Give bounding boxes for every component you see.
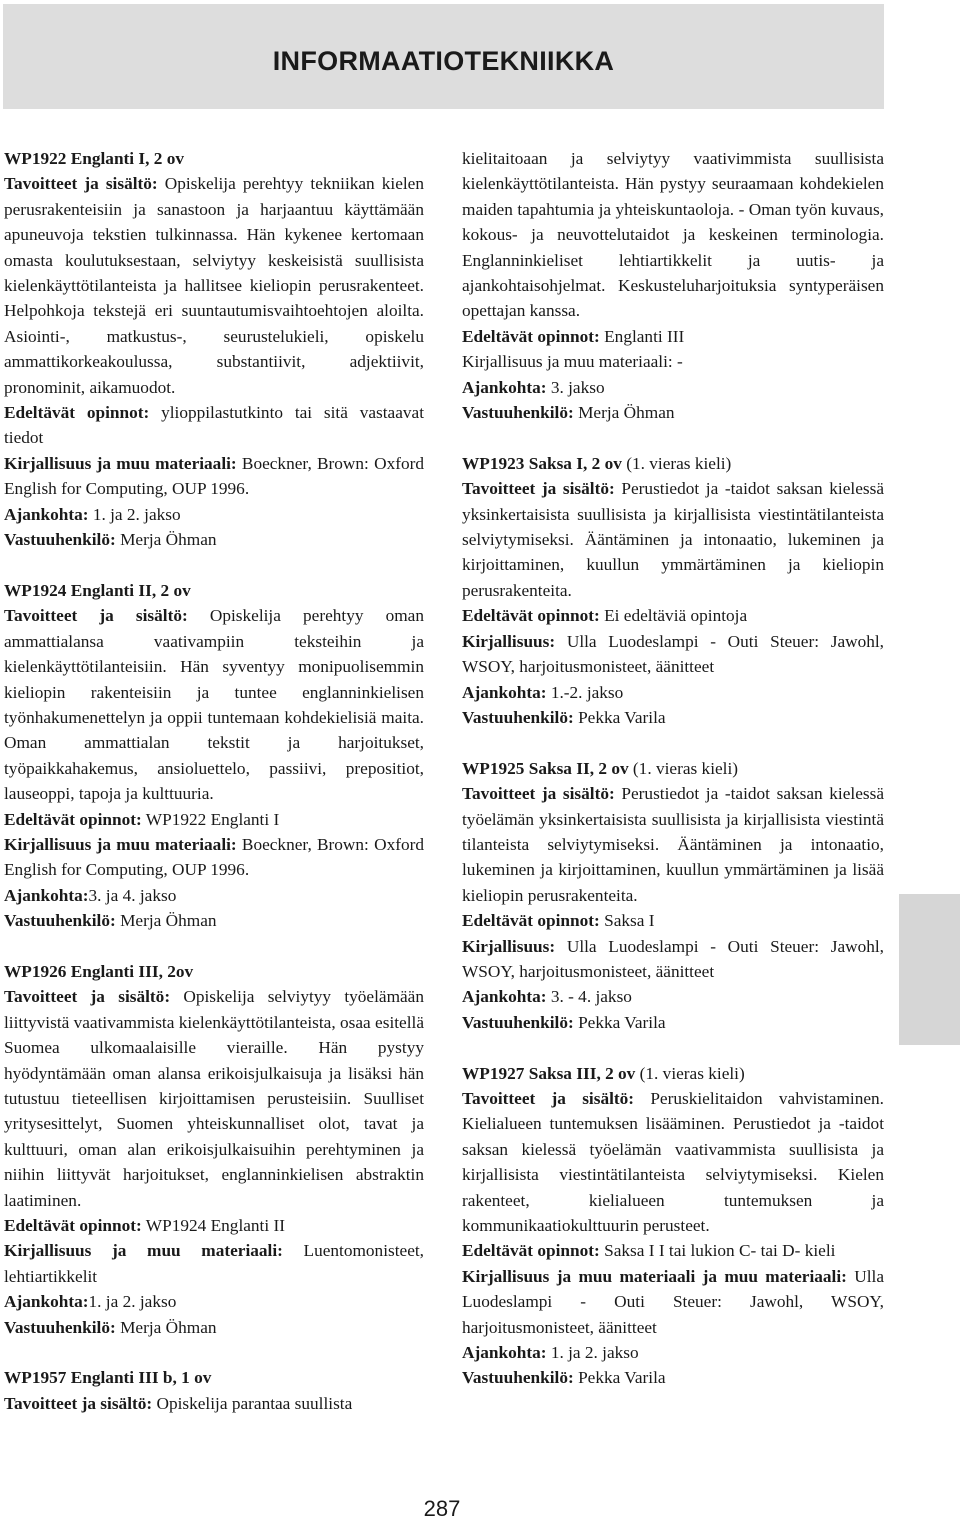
- field-label: Vastuuhenkilö:: [462, 707, 574, 727]
- field-text: Saksa I I tai lukion C- tai D- kieli: [599, 1241, 836, 1261]
- field-label: Edeltävät opinnot:: [462, 911, 600, 931]
- field-label: Ajankohta:: [4, 1292, 89, 1312]
- field-label: Kirjallisuus ja muu materiaali:: [4, 834, 237, 854]
- course-block: [462, 756, 884, 1035]
- field-text: Ei edeltäviä opintoja: [599, 606, 748, 626]
- course-field: [4, 527, 424, 552]
- course-field: [462, 1264, 884, 1340]
- field-text: Opiskelija parantaa suullista: [152, 1393, 353, 1413]
- course-field: [4, 603, 424, 806]
- field-label: Kirjallisuus ja muu materiaali:: [4, 453, 237, 473]
- course-block: [4, 578, 424, 934]
- field-text: Saksa I: [599, 911, 655, 931]
- course-heading: [4, 959, 424, 984]
- course-block: [4, 959, 424, 1340]
- course-field: [462, 781, 884, 908]
- field-label: Tavoitteet ja sisältö:: [4, 606, 188, 626]
- field-label: Kirjallisuus ja muu materiaali:: [4, 1241, 283, 1261]
- field-text: 1. ja 2. jakso: [88, 504, 181, 524]
- course-field: [4, 984, 424, 1213]
- field-text: Englanti III: [599, 326, 685, 346]
- field-label: Edeltävät opinnot:: [462, 1241, 600, 1261]
- field-text: 1. ja 2. jakso: [546, 1343, 639, 1363]
- course-field: [4, 400, 424, 451]
- field-label: Kirjallisuus:: [462, 936, 556, 956]
- field-label: Tavoitteet ja sisältö:: [462, 784, 615, 804]
- course-field: [462, 984, 884, 1009]
- field-text: Boeckner, Brown: Oxford English for Computing, OUP 1996.: [4, 453, 424, 499]
- course-code: WP1924 Englanti II, 2 ov: [4, 580, 191, 600]
- field-text: Ulla Luodeslampi - Outi Steuer: Jawohl, WSOY, harjoitusmonisteet, äänitteet: [462, 1266, 884, 1337]
- course-field: [4, 1315, 424, 1340]
- course-code: WP1922 Englanti I, 2 ov: [4, 149, 185, 168]
- course-code: WP1925 Saksa II, 2 ov: [462, 758, 629, 778]
- field-label: Tavoitteet ja sisältö:: [462, 479, 615, 499]
- field-text: Opiskelija perehtyy tekniikan kielen perusrakenteisiin ja sanastoon ja harjaantuu käyttämään apuneuvoja tekstien tulkinnassa. Hän kykenee kertomaan omasta koulutuksestaan, selviytyy keskeisistä suullisista kielenkäyttötilanteista ja hallitsee kieliopin perusrakenteet. Helpohkoja tekstejä eri suuntautumisvaihtoehtojen aloilta. Asiointi-, matkustus-, seurustelukieli, opiskelu ammattikorkeakoulussa, substantiivit, adjektiivit, pronominit, aikamuodot.: [4, 174, 424, 397]
- field-text: 1.-2. jakso: [546, 682, 624, 702]
- field-label: Edeltävät opinnot:: [4, 1216, 142, 1236]
- field-text: Merja Öhman: [115, 530, 217, 550]
- field-label: Kirjallisuus:: [462, 631, 556, 651]
- course-field: [462, 1010, 884, 1035]
- field-text: Pekka Varila: [573, 1368, 666, 1388]
- section-tab-marker: [899, 894, 960, 1045]
- field-text: 3. jakso: [546, 377, 605, 397]
- course-field: [4, 451, 424, 502]
- field-label: Ajankohta:: [4, 504, 89, 524]
- course-field: [462, 603, 884, 628]
- field-text: 1. ja 2. jakso: [88, 1292, 177, 1312]
- course-field: [4, 1289, 424, 1314]
- field-label: Ajankohta:: [462, 377, 547, 397]
- left-column: [4, 146, 424, 1442]
- field-text: 3. ja 4. jakso: [88, 885, 177, 905]
- field-label: Vastuuhenkilö:: [462, 403, 574, 423]
- course-field: [4, 832, 424, 883]
- field-text: Pekka Varila: [573, 707, 666, 727]
- page-number: 287: [423, 1496, 461, 1521]
- course-field: [4, 502, 424, 527]
- course-field: [462, 349, 884, 374]
- field-text: Merja Öhman: [115, 911, 217, 931]
- course-field: [462, 1086, 884, 1238]
- course-heading: [4, 578, 424, 603]
- field-label: Edeltävät opinnot:: [4, 403, 150, 423]
- page-title: INFORMAATIOTEKNIIKKA: [272, 46, 615, 76]
- course-field: [462, 324, 884, 349]
- field-label: Vastuuhenkilö:: [4, 1317, 116, 1337]
- course-field: [462, 705, 884, 730]
- course-field: [462, 629, 884, 680]
- field-text: WP1924 Englanti II: [141, 1216, 285, 1236]
- course-field: [4, 1391, 424, 1416]
- course-field: [462, 400, 884, 425]
- field-label: Ajankohta:: [462, 987, 547, 1007]
- field-label: Vastuuhenkilö:: [4, 530, 116, 550]
- course-block: [462, 146, 884, 425]
- course-field: [462, 476, 884, 603]
- field-label: Vastuuhenkilö:: [462, 1368, 574, 1388]
- course-field: [462, 680, 884, 705]
- course-heading: [4, 1365, 424, 1390]
- course-field: [462, 1238, 884, 1263]
- field-text: Pekka Varila: [573, 1012, 666, 1032]
- course-field: [462, 375, 884, 400]
- course-language-note: (1. vieras kieli): [628, 758, 739, 778]
- course-block: [4, 1365, 424, 1416]
- course-field: [462, 1365, 884, 1390]
- course-field: [4, 807, 424, 832]
- course-block: [462, 451, 884, 730]
- course-field: [462, 1340, 884, 1365]
- field-text: Merja Öhman: [115, 1317, 217, 1337]
- field-label: Ajankohta:: [462, 1343, 547, 1363]
- field-text: Merja Öhman: [573, 403, 675, 423]
- field-text: Perustiedot ja -taidot saksan kielessä työelämän yksinkertaisista suullisista ja kirjallisista viestintä tilanteista selviytymiseksi. Ääntäminen ja intonaatio, lukeminen ja kirjoittaminen, kuullun ymmärtäminen ja lisää kieliopin perusrakenteita.: [462, 784, 885, 905]
- course-block: [462, 1061, 884, 1391]
- field-label: Vastuuhenkilö:: [462, 1012, 574, 1032]
- field-label: Tavoitteet ja sisältö:: [4, 1393, 153, 1413]
- course-language-note: (1. vieras kieli): [621, 453, 732, 473]
- field-text: Luentomonisteet, lehtiartikkelit: [4, 1241, 424, 1286]
- field-text: Peruskielitaidon vahvistaminen. Kielialueen tuntemuksen lisääminen. Perustiedot ja -taidot saksan kielessä työelämän vaativammista suullisista ja kirjallisista viestintätilanteista selviytymiseksi. Kielen rakenteet, kielialueen tuntemuksen ja kommunikaatiokulttuurin perusteet.: [462, 1088, 884, 1236]
- field-text: kielitaitoaan ja selviytyy vaativimmista suullisista kielenkäyttötilanteista. Hän pystyy seuraamaan kohdekielen maiden tapahtumia ja yhteiskuntaoloja. - Oman työn kuvaus, kokous- ja neuvottelutaidot ja keskeinen terminologia. Englanninkieliset lehtiartikkelit ja uutis- ja ajankohtaisohjelmat. Keskusteluharjoituksia syntyperäisen opettajan kanssa.: [462, 149, 884, 321]
- course-language-note: (1. vieras kieli): [635, 1063, 745, 1083]
- field-label: Edeltävät opinnot:: [4, 809, 142, 829]
- course-code: WP1927 Saksa III, 2 ov: [462, 1063, 636, 1083]
- course-code: WP1923 Saksa I, 2 ov: [462, 453, 622, 473]
- field-label: Edeltävät opinnot:: [462, 326, 600, 346]
- field-label: Ajankohta:: [462, 682, 547, 702]
- field-label: Vastuuhenkilö:: [4, 911, 116, 931]
- field-text: Opiskelija perehtyy oman ammattialansa vaativampiin teksteihin ja kielenkäyttötilanteisiin. Hän syventyy monipuolisemmin kieliopin rakenteisiin ja tuntee englanninkielisen työnhakumenettelyn ja oppii tuntemaan kohdekielisiä maita. Oman ammattialan tekstit ja harjoitukset, työpaikkahakemus, ansioluettelo, passiivi, prepositiot, lauseoppi, tapoja ja kulttuuria.: [4, 606, 424, 804]
- field-text: WP1922 Englanti I: [141, 809, 280, 829]
- course-field: [4, 1238, 424, 1289]
- header-band: [3, 4, 884, 109]
- field-label: Tavoitteet ja sisältö:: [4, 987, 171, 1007]
- course-field: [462, 146, 884, 324]
- course-field: [4, 171, 424, 400]
- field-text: Kirjallisuus ja muu materiaali: -: [462, 352, 683, 372]
- course-heading: [462, 451, 884, 476]
- course-block: [4, 146, 424, 553]
- field-text: ylioppilastutkinto tai sitä vastaavat tiedot: [4, 403, 424, 448]
- course-field: [4, 908, 424, 933]
- field-label: Ajankohta:: [4, 885, 89, 905]
- field-text: Ulla Luodeslampi - Outi Steuer: Jawohl, WSOY, harjoitusmonisteet, äänitteet: [462, 631, 884, 677]
- course-heading: [462, 756, 884, 781]
- course-field: [4, 1213, 424, 1238]
- field-text: Boeckner, Brown: Oxford English for Computing, OUP 1996.: [4, 834, 424, 880]
- course-field: [462, 908, 884, 933]
- field-text: 3. - 4. jakso: [546, 987, 632, 1007]
- field-text: Opiskelija selviytyy työelämään liittyvistä vaativammista kielenkäyttötilanteista, osaa esitellä Suomea ulkomaalaisille vieraille. Hän pystyy hyödyntämään oman alansa erikoisjulkaisuja ja lisäksi hän tutustuu tieteellisen kirjoittamisen perusteisiin. Suulliset yritysesittelyt, Suomen yhteiskunnalliset olot, tavat ja kulttuuri, oman alan erikoisjulkaisuihin perehtyminen ja niihin liittyvät harjoitukset, englanninkielisen abstraktin laatiminen.: [4, 987, 424, 1210]
- course-heading: [462, 1061, 884, 1086]
- course-code: WP1926 Englanti III, 2ov: [4, 961, 194, 981]
- course-field: [4, 883, 424, 908]
- field-label: Kirjallisuus ja muu materiaali ja muu materiaali:: [462, 1266, 847, 1286]
- field-label: Tavoitteet ja sisältö:: [4, 174, 158, 194]
- field-text: Perustiedot ja -taidot saksan kielessä yksinkertaisista suullisista ja kirjallisista viestintätilanteista selviytymiseksi. Ääntäminen ja intonaatio, lukeminen ja kirjoittaminen, kuullun ymmärtäminen ja kieliopin perusrakenteita.: [462, 479, 885, 600]
- course-code: WP1957 Englanti III b, 1 ov: [4, 1368, 212, 1388]
- field-label: Tavoitteet ja sisältö:: [462, 1088, 635, 1108]
- field-text: Ulla Luodeslampi - Outi Steuer: Jawohl, WSOY, harjoitusmonisteet, äänitteet: [462, 936, 884, 981]
- course-heading: [4, 146, 424, 171]
- course-field: [462, 934, 884, 985]
- right-column: [462, 146, 884, 1416]
- field-label: Edeltävät opinnot:: [462, 606, 600, 626]
